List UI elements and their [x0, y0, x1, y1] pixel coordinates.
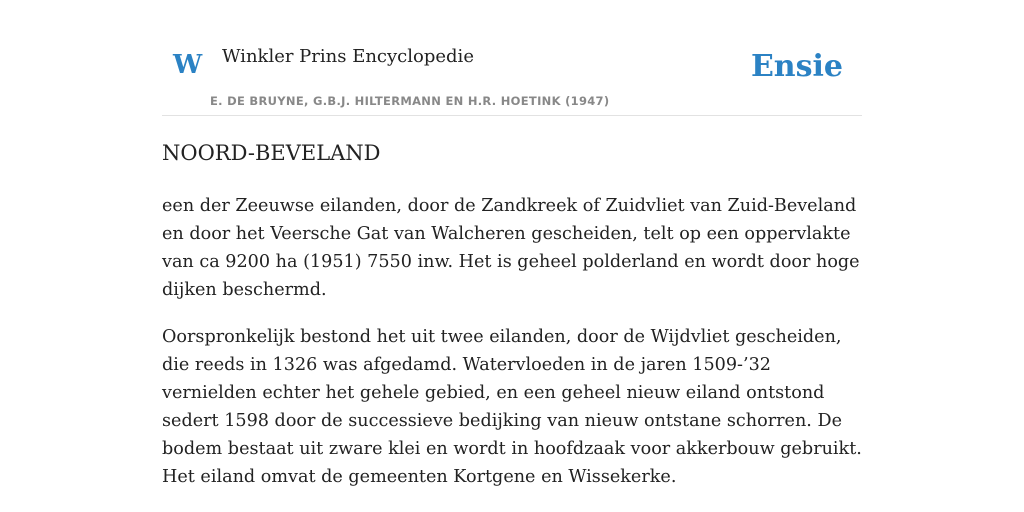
source-logo[interactable]: W: [173, 50, 203, 80]
brand-logo[interactable]: Ensie: [750, 49, 843, 84]
source-title-link[interactable]: Winkler Prins Encyclopedie: [222, 46, 474, 67]
article-paragraph: Oorspronkelijk bestond het uit twee eilanden, door de Wijdvliet gescheiden, die reeds in 1326 was afgedamd. Watervloeden in de jaren 1509-’32 vernielden echter het gehele gebied, en een geheel nieuw eiland ontstond sedert 1598 door de successieve bedijking van nieuw ontstane schorren. De bodem bestaat uit zware klei en wordt in hoofdzaak voor akkerbouw gebruikt. Het eiland omvat de gemeenten Kortgene en Wissekerke.: [162, 327, 862, 487]
article-title: NOORD-BEVELAND: [162, 141, 381, 165]
source-authors: E. DE BRUYNE, G.B.J. HILTERMANN EN H.R. HOETINK (1947): [210, 94, 610, 108]
source-header: [162, 40, 862, 116]
article-paragraph: een der Zeeuwse eilanden, door de Zandkreek of Zuidvliet van Zuid-Beveland en door het Veersche Gat van Walcheren gescheiden, telt op een oppervlakte van ca 9200 ha (1951) 7550 inw. Het is geheel polderland en wordt door hoge dijken beschermd.: [162, 196, 860, 300]
article-body: [162, 192, 862, 510]
